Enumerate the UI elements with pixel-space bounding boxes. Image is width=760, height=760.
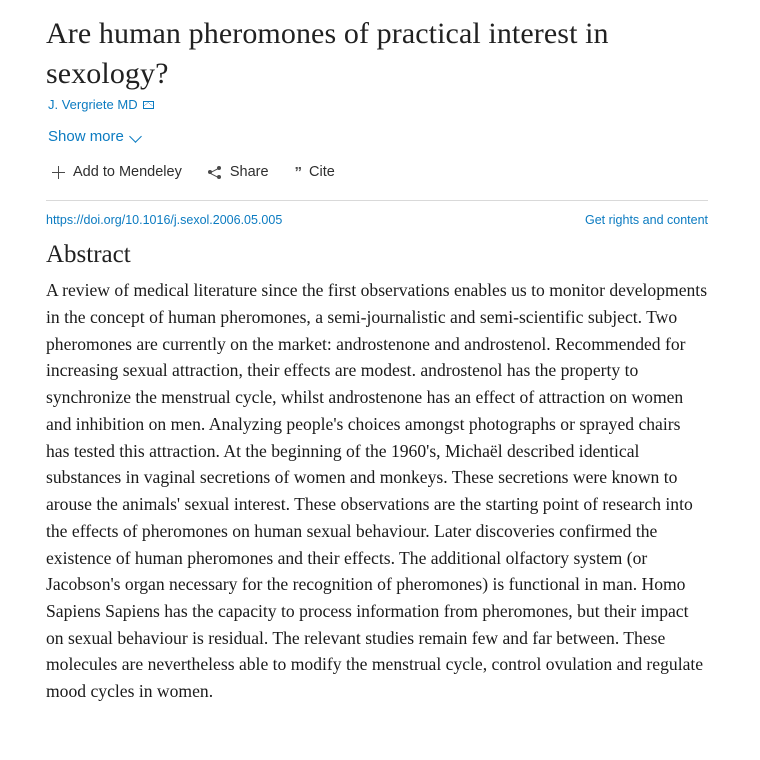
add-to-mendeley-button[interactable] bbox=[52, 164, 182, 180]
page-title: Are human pheromones of practical interest in sexology? bbox=[46, 17, 609, 90]
divider bbox=[46, 200, 708, 201]
share-label: Share bbox=[229, 164, 269, 181]
quote-icon: ” bbox=[294, 163, 302, 181]
show-more-button[interactable] bbox=[48, 128, 142, 145]
abstract-heading: Abstract bbox=[46, 241, 131, 269]
action-bar bbox=[52, 164, 708, 180]
cite-button[interactable] bbox=[295, 164, 335, 180]
author-list bbox=[48, 97, 708, 112]
abstract-text: A review of medical literature since the first observations enables us to monitor developments in the concept of human pheromones, a semi-journalistic and semi-scientific subject. Two pheromones are currently on the market: androstenone and androstenol. Recommended for increasing sexual attraction, their effects are modest. androstenol has the property to synchronize the menstrual cycle, whilst androstenone has an effect of attraction on women and inhibition on men. Analyzing people's choices amongst photographs or sprayed chairs has tested this attraction. At the beginning of the 1960's, Michaël described identical substances in vaginal secretions of women and monkeys. These secretions were known to arouse the animals' sexual interest. These observations are the starting point of research into the effects of pheromones on human sexual behaviour. Later discoveries confirmed the existence of human pheromones and their effects. The additional olfactory system (or Jacobson's organ necessary for the recognition of pheromones) is functional in man. Homo Sapiens Sapiens has the capacity to process information from pheromones, but their impact on sexual behaviour is residual. The relevant studies remain few and far between. These molecules are nevertheless able to modify the menstrual cycle, control ovulation and regulate mood cycles in women. bbox=[46, 280, 708, 702]
doi-link[interactable]: https://doi.org/10.1016/j.sexol.2006.05.005 bbox=[46, 213, 283, 228]
show-more-label: Show more bbox=[48, 128, 124, 146]
doi-row bbox=[46, 213, 708, 227]
envelope-icon[interactable] bbox=[143, 101, 154, 109]
share-button[interactable] bbox=[208, 164, 269, 180]
add-to-mendeley-label: Add to Mendeley bbox=[73, 164, 182, 181]
plus-icon bbox=[52, 166, 65, 179]
get-rights-and-content-link[interactable]: Get rights and content bbox=[585, 213, 708, 228]
share-icon bbox=[208, 166, 222, 179]
cite-label: Cite bbox=[309, 164, 335, 181]
author-name[interactable]: J. Vergriete MD bbox=[48, 97, 138, 113]
chevron-down-icon bbox=[131, 131, 142, 142]
